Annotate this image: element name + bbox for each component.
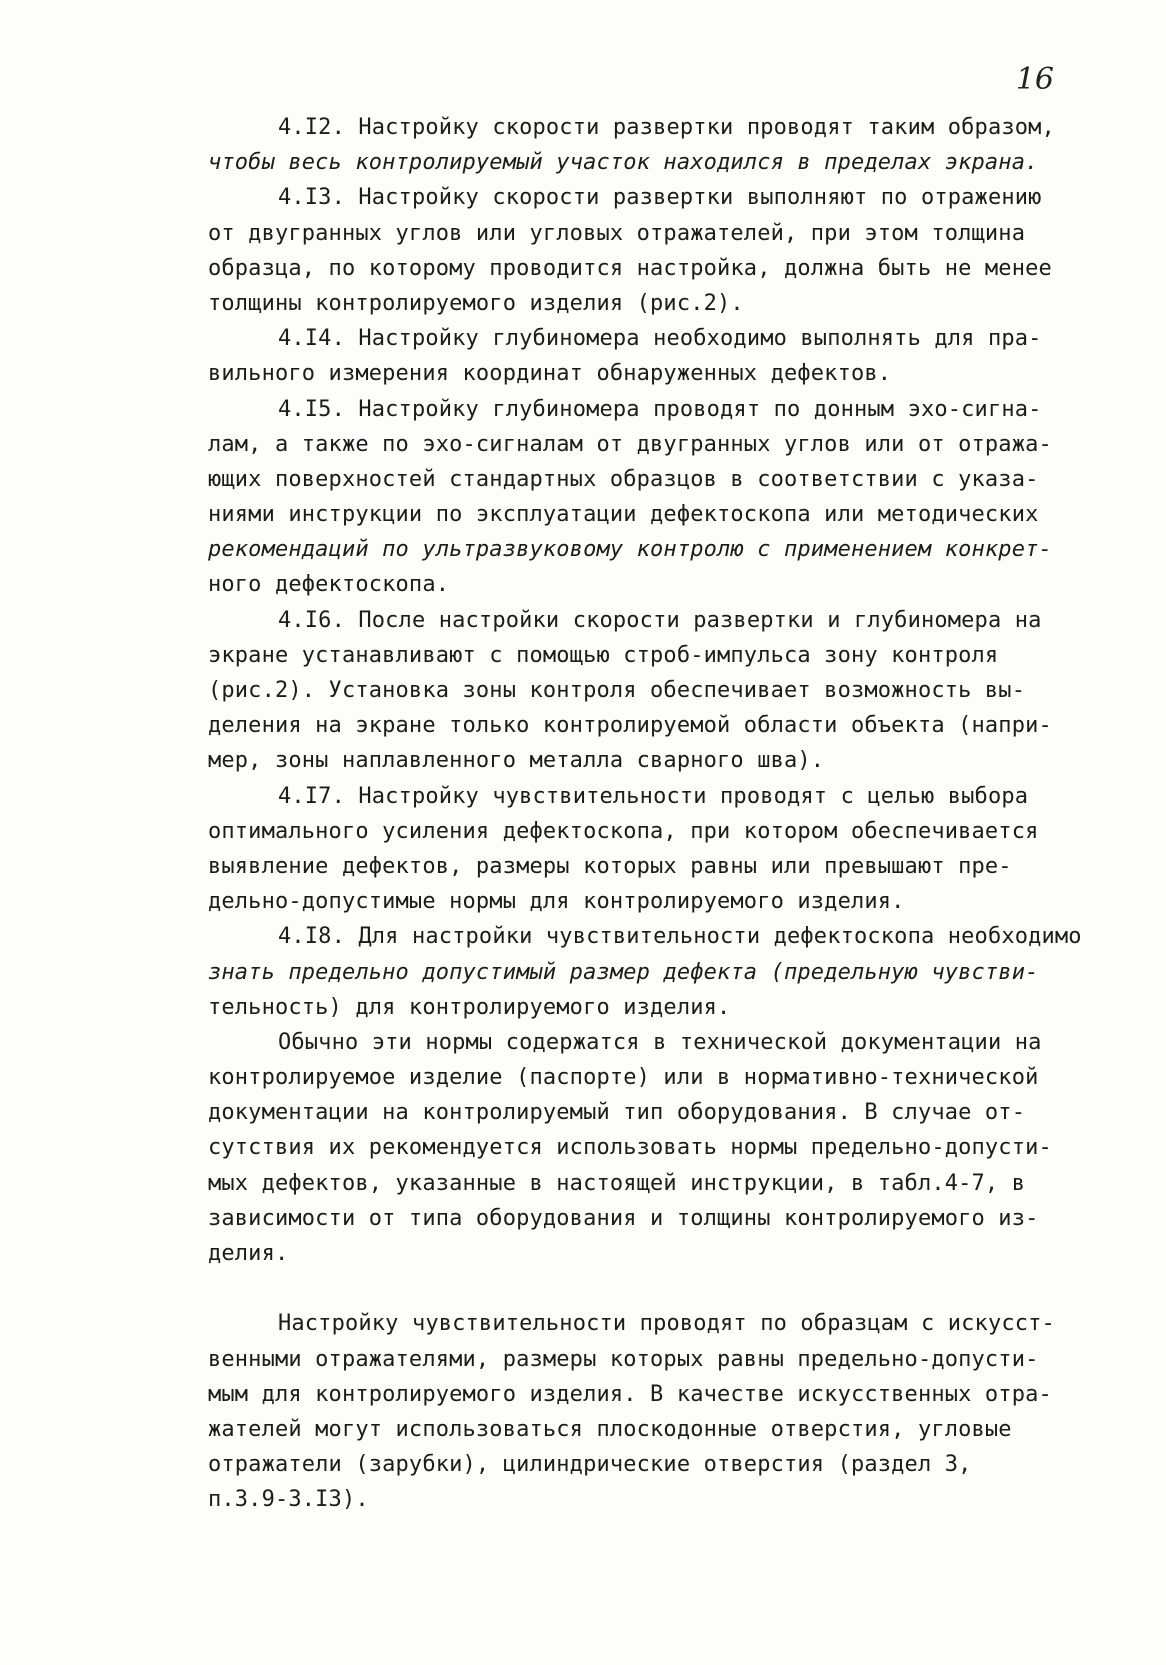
text-line: 4.I8. Для настройки чувствительности дефектоскопа необходимо (278, 924, 1082, 950)
page-number: 16 (1015, 62, 1054, 97)
text-line: 4.I6. После настройки скорости развертки и глубиномера на (278, 607, 1042, 633)
text-line: образца, по которому проводится настройка, должна быть не менее (208, 255, 1052, 281)
text-line: от двугранных углов или угловых отражателей, при этом толщина (208, 220, 1026, 246)
text-line: экране устанавливают с помощью строб-импульса зону контроля (208, 642, 999, 668)
text-line: 4.I3. Настройку скорости развертки выполняют по отражению (278, 185, 1042, 211)
text-line: 4.I2. Настройку скорости развертки проводят таким образом, (278, 115, 1055, 140)
text-line: чтобы весь контролируемый участок находился в пределах экрана. (208, 150, 1039, 176)
text-line: тельность) для контролируемого изделия. (208, 994, 731, 1020)
text-line: контролируемое изделие (паспорте) или в нормативно-технической (208, 1065, 1039, 1091)
text-line: делия. (208, 1241, 289, 1266)
text-line: оптимального усиления дефектоскопа, при котором обеспечивается (208, 818, 1039, 844)
text-line: сутствия их рекомендуется использовать нормы предельно-допусти- (208, 1135, 1052, 1161)
text-line: мых дефектов, указанные в настоящей инструкции, в табл.4-7, в (208, 1170, 1026, 1196)
text-line (208, 1271, 1108, 1306)
text-line: дельно-допустимые нормы для контролируемого изделия. (208, 889, 905, 915)
text-line: мер, зоны наплавленного металла сварного шва). (208, 748, 825, 774)
text-line: отражатели (зарубки), цилиндрические отверстия (раздел 3, (208, 1452, 972, 1478)
text-line: ющих поверхностей стандартных образцов в соответствии с указа- (208, 466, 1039, 492)
text-line: толщины контролируемого изделия (рис.2). (208, 290, 744, 316)
text-line: ного дефектоскопа. (208, 572, 450, 598)
text-line: (рис.2). Установка зоны контроля обеспечивает возможность вы- (208, 678, 1026, 703)
text-line: 4.I5. Настройку глубиномера проводят по донным эхо-сигна- (278, 396, 1042, 422)
text-line: ниями инструкции по эксплуатации дефектоскопа или методических (208, 502, 1039, 528)
text-line: жателей могут использоваться плоскодонные отверстия, угловые (208, 1416, 1012, 1442)
text-line: знать предельно допустимый размер дефекта (предельную чувстви- (208, 959, 1039, 985)
text-line: зависимости от типа оборудования и толщины контролируемого из- (208, 1205, 1039, 1231)
document-text (208, 110, 1108, 1518)
text-line: лам, а также по эхо-сигналам от двугранных углов или от отража- (208, 431, 1052, 457)
text-line: вильного измерения координат обнаруженных дефектов. (208, 361, 892, 387)
text-line: документации на контролируемый тип оборудования. В случае от- (208, 1100, 1026, 1126)
text-line: венными отражателями, размеры которых равны предельно-допусти- (208, 1346, 1039, 1372)
text-line: Обычно эти нормы содержатся в технической документации на (278, 1029, 1042, 1055)
text-line: рекомендаций по ультразвуковому контролю с применением конкрет- (208, 537, 1052, 563)
text-line: мым для контролируемого изделия. В качестве искусственных отра- (208, 1381, 1052, 1407)
text-line: деления на экране только контролируемой области объекта (напри- (208, 713, 1052, 739)
text-line: 4.I4. Настройку глубиномера необходимо выполнять для пра- (278, 326, 1042, 352)
text-line: Настройку чувствительности проводят по образцам с искусст- (278, 1311, 1055, 1337)
text-line: 4.I7. Настройку чувствительности проводят с целью выбора (278, 783, 1029, 809)
text-line: п.3.9-3.I3). (208, 1487, 369, 1513)
text-line: выявление дефектов, размеры которых равны или превышают пре- (208, 853, 1012, 879)
